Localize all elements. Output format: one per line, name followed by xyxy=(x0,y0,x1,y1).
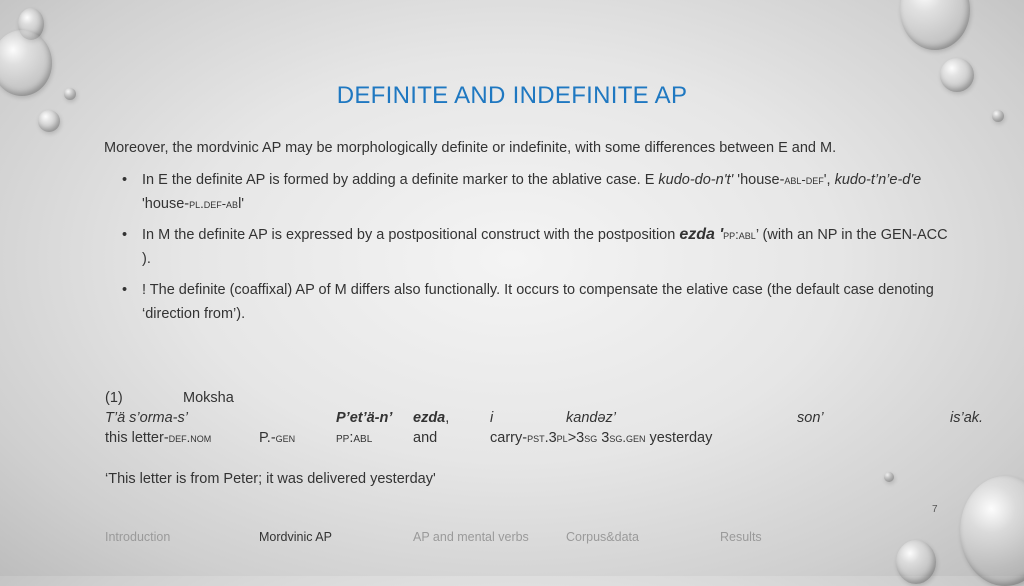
water-drop-decoration xyxy=(38,110,60,132)
gloss-abbrev: pp:abl xyxy=(723,227,756,242)
gloss-item: this letter-def.nom xyxy=(105,430,212,446)
nav-corpus-data[interactable]: Corpus&data xyxy=(566,530,639,544)
bullet-marker: • xyxy=(122,172,128,188)
example-word: P’et’ä-n’ xyxy=(336,410,393,426)
water-drop-decoration xyxy=(896,540,936,584)
nav-ap-mental-verbs[interactable]: AP and mental verbs xyxy=(413,530,529,544)
water-drop-decoration xyxy=(900,0,970,50)
bullet-marker: • xyxy=(122,227,128,243)
gloss-item: and xyxy=(413,430,438,446)
example-word: kandəz’ xyxy=(566,410,616,426)
slide-title: DEFINITE AND INDEFINITE AP xyxy=(336,82,688,109)
example-word: i xyxy=(490,410,494,426)
bullet-item: • In E the definite AP is formed by adding a definite marker to the ablative case. E kudo-do-n't' 'house-abl-def', kudo-t’n’e-d'e 'house-pl.def-abl' xyxy=(120,168,950,216)
example-number: (1) xyxy=(105,390,123,406)
example-language: Moksha xyxy=(183,390,234,406)
example-word: son’ xyxy=(797,410,824,426)
example-word: ezda xyxy=(413,410,446,426)
page-number: 7 xyxy=(932,504,938,515)
example-word: is’ak. xyxy=(950,410,984,426)
example-word-group xyxy=(413,410,449,426)
gloss-abbrev: pl.def-ab xyxy=(189,196,239,211)
water-drop-decoration xyxy=(960,476,1024,586)
bullet-list xyxy=(120,168,950,333)
gloss-item: P.-gen xyxy=(259,430,296,446)
intro-text: Moreover, the mordvinic AP may be morphologically definite or indefinite, with some differences between E and M. xyxy=(104,140,837,156)
bullet-marker: • xyxy=(122,282,128,298)
gloss-item: carry-pst.3pl>3sg 3sg.gen yesterday xyxy=(490,430,713,446)
water-drop-decoration xyxy=(884,472,894,482)
comma: , xyxy=(445,410,450,426)
gloss-abbrev: def.nom xyxy=(168,430,212,445)
gloss-abbrev: gen xyxy=(275,430,296,445)
example-translation: ‘This letter is from Peter; it was delivered yesterday' xyxy=(105,471,436,487)
nav-mordvinic-ap[interactable]: Mordvinic AP xyxy=(259,530,332,544)
gloss-item: pp:abl xyxy=(336,430,373,446)
example-form: kudo-t’n’e-d'e xyxy=(834,172,922,188)
bullet-item: • In M the definite AP is expressed by a postpositional construct with the postposition ezda 'pp:abl’ (with an NP in the GEN-ACC ). xyxy=(120,223,950,271)
nav-results[interactable]: Results xyxy=(720,530,762,544)
water-drop-decoration xyxy=(992,110,1004,122)
example-form: kudo-do-n't' xyxy=(658,172,734,188)
postposition-term: ezda ' xyxy=(679,226,724,243)
nav-introduction[interactable]: Introduction xyxy=(105,530,171,544)
gloss-abbrev: abl-def xyxy=(784,172,824,187)
bullet-item: • ! The definite (coaffixal) AP of M differs also functionally. It occurs to compensate the elative case (the default case denoting ‘direction from’). xyxy=(120,278,950,326)
example-word: T’ä s’orma-s’ xyxy=(105,410,188,426)
